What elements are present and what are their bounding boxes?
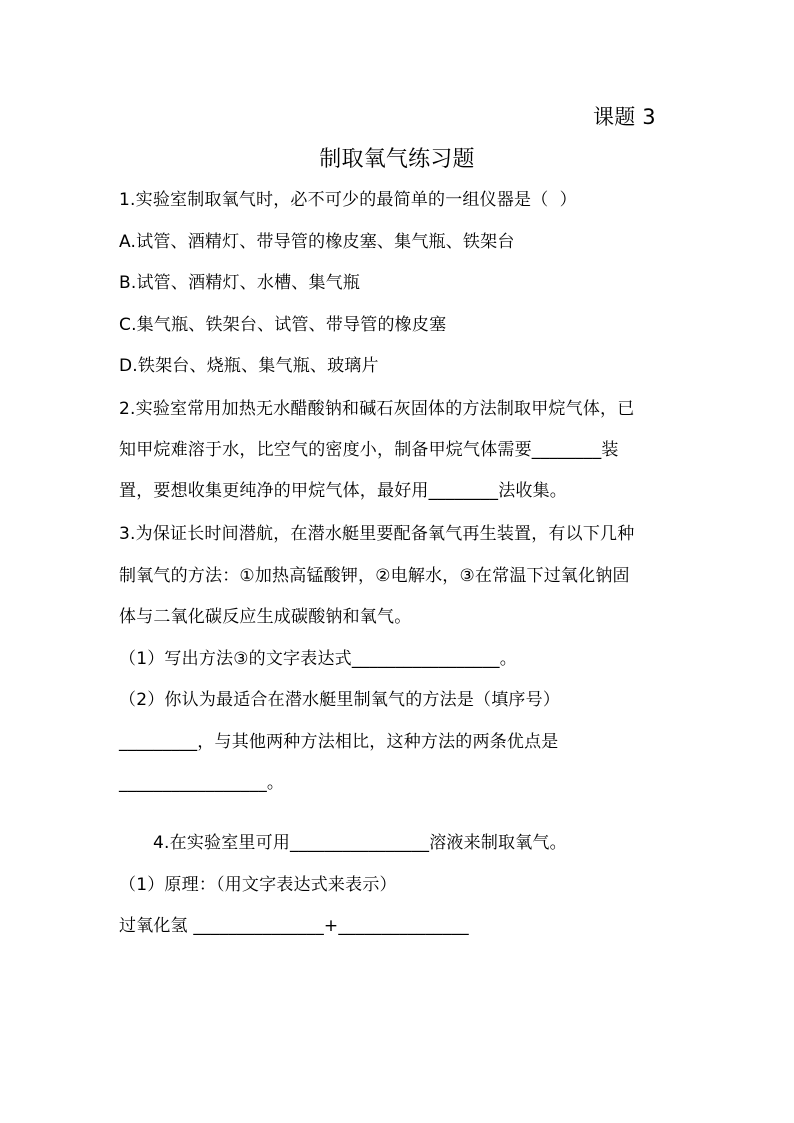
lesson-label: 课题 3 [593,105,656,129]
q1-option-a: A.试管、酒精灯、带导管的橡皮塞、集气瓶、铁架台 [119,232,515,252]
q1-option-b: B.试管、酒精灯、水槽、集气瓶 [119,273,361,293]
q3-sub-2-line-3: _________________。 [119,773,285,793]
q4-sub-1: （1）原理：（用文字表达式来表示） [119,875,397,895]
q3-sub-2-line-1: （2）你认为最适合在潜水艇里制氧气的方法是（填序号） [119,690,561,710]
page-title: 制取氧气练习题 [319,147,475,172]
q3-line-2: 制氧气的方法：①加热高锰酸钾，②电解水，③在常温下过氧化钠固 [119,566,630,586]
q1-option-d: D.铁架台、烧瓶、集气瓶、玻璃片 [119,356,379,376]
q3-line-1: 3.为保证长时间潜航，在潜水艇里要配备氧气再生装置，有以下几种 [119,524,635,544]
q2-line-3: 置，要想收集更纯净的甲烷气体，最好用________法收集。 [119,481,567,501]
q1-stem: 1.实验室制取氧气时，必不可少的最简单的一组仪器是（ ） [119,190,577,210]
q3-line-3: 体与二氧化碳反应生成碳酸钠和氧气。 [119,607,412,627]
q4-stem: 4.在实验室里可用________________溶液来制取氧气。 [153,833,567,853]
q3-sub-2-line-2: _________，与其他两种方法相比，这种方法的两条优点是 [119,732,559,752]
q3-sub-1: （1）写出方法③的文字表达式_________________。 [119,649,517,669]
q1-option-c: C.集气瓶、铁架台、试管、带导管的橡皮塞 [119,315,447,335]
q2-line-2: 知甲烷难溶于水，比空气的密度小，制备甲烷气体需要________装 [119,440,619,460]
q2-line-1: 2.实验室常用加热无水醋酸钠和碱石灰固体的方法制取甲烷气体，已 [119,399,635,419]
q4-formula: 过氧化氢 _______________+_______________ [119,916,469,936]
